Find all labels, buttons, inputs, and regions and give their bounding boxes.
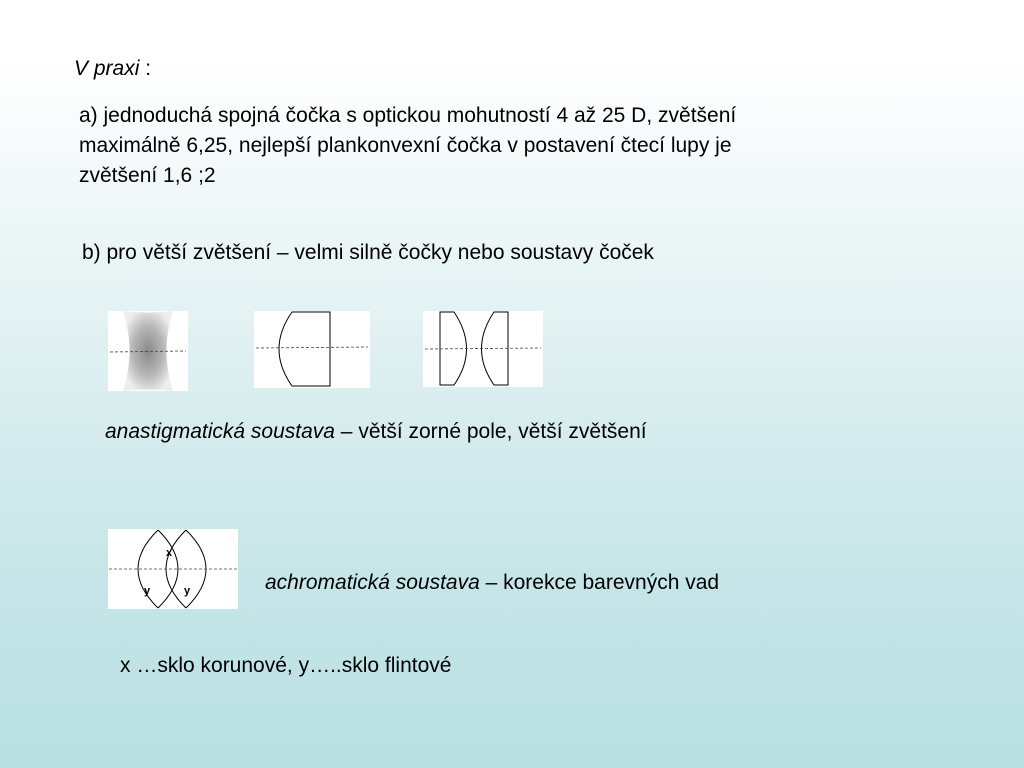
anastigmatic-desc: – větší zorné pole, větší zvětšení: [334, 420, 647, 443]
item-a-line-3: zvětšení 1,6 ;2: [79, 164, 216, 187]
item-a-line-1: a) jednoduchá spojná čočka s optickou mohutností 4 až 25 D, zvětšení: [79, 104, 737, 127]
label-y-left: y: [144, 585, 151, 597]
heading-text: V praxi: [74, 57, 140, 80]
biconvex-lens-figure: [108, 311, 188, 391]
heading: [74, 54, 151, 83]
achromatic-term: achromatická soustava: [265, 571, 480, 594]
heading-colon: :: [139, 57, 152, 80]
label-x: x: [166, 547, 173, 559]
lens-pair-figure: [423, 311, 543, 387]
anastigmatic-term: anastigmatická soustava: [105, 420, 335, 443]
label-y-right: y: [184, 585, 191, 597]
item-a-line-2: maximálně 6,25, nejlepší plankonvexní čočka v postavení čtecí lupy je: [79, 134, 732, 157]
achromatic-caption: [265, 568, 719, 597]
achromatic-desc: – korekce barevných vad: [479, 571, 720, 594]
item-b-text: b) pro větší zvětšení – velmi silně čočky nebo soustavy čoček: [82, 241, 654, 264]
glass-legend: x …sklo korunové, y…..sklo flintové: [120, 654, 452, 677]
achromatic-doublet-figure: [108, 529, 238, 609]
plano-convex-lens-figure: [254, 311, 370, 388]
anastigmatic-caption: [105, 417, 647, 446]
